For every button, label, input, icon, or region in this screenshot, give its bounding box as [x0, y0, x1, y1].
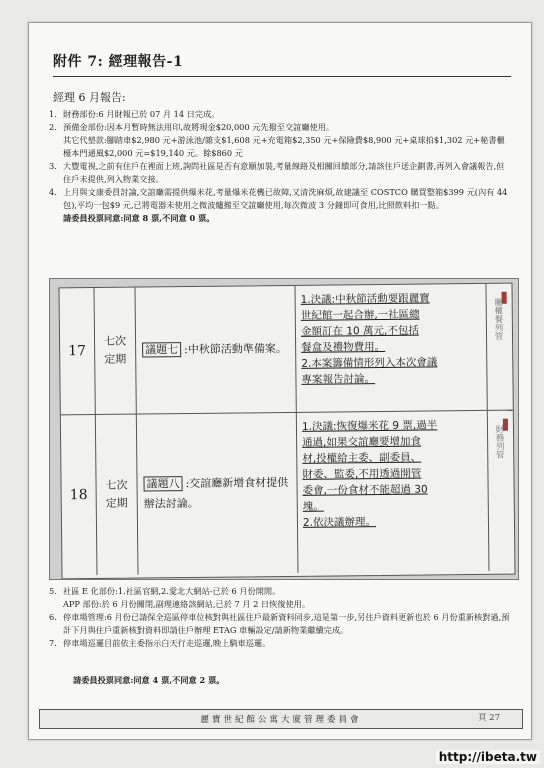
- row-number: 17: [59, 288, 95, 414]
- report-item: [49, 585, 511, 611]
- vote-result: 請委員投票同意:同意 4 票,不同意 2 票。: [73, 675, 225, 685]
- meeting-type: 七次 定期: [94, 288, 136, 414]
- item-text: 停車場巡邏目前依主委指示白天行走巡邏,晚上騎車巡邏。: [63, 638, 271, 648]
- item-text: 停車場管理:6 月份已請保全巡區停車位核對與社區住戶最新資料同步,這是第一步,另住戶資料更新也於 6 月份重新核對過,預計下月與住戶重新核對資料即請住戶辦理 ETAG 車輛設定/請新物業繼續完成。: [63, 612, 510, 635]
- item-number: 6.: [49, 612, 57, 622]
- resolution-text: 2.本案籌備情形列入本次會議 專案報告討論。: [301, 356, 438, 386]
- meeting-type: 七次 定期: [96, 415, 139, 575]
- item-number: 5.: [49, 586, 57, 596]
- page-footer: [39, 709, 523, 729]
- note-cell: [487, 284, 512, 410]
- note-text: 屬權餐列管: [492, 297, 504, 341]
- report-subheading: 經理 6 月報告:: [53, 91, 126, 104]
- report-items-continued: [49, 585, 511, 650]
- item-text: 上月與文康委員討論,交誼廳需提供爆米花,考量爆米花機已故障,又清洗麻煩,故建議至 COSTCO 購買整箱$399 元(內有 44 包),平均一包$9 元,已將電器未使用之微波爐搬至交誼廳使用,每次微波 3 分鐘即可食用,比照飲料扣一點。: [63, 187, 508, 210]
- report-item: [49, 108, 511, 121]
- topic-tag: 議題八: [143, 476, 182, 491]
- watermark: http://ibeta.tw: [436, 750, 540, 764]
- resolution-text: 1.決議:恢復爆米花 9 票,過半 通過,如果交誼廳要增加食 材,投權給主委、副委員、 財委、監委,不用透過開管 委會,一份食材不能超過 30 塊。: [301, 419, 438, 513]
- topic-tag: 議題七: [142, 342, 181, 357]
- note-text: 財務列管: [493, 424, 505, 459]
- report-item: [49, 121, 511, 160]
- item-text: 大豐電視,之前有住戶在裡面上班,詢問社區是否有意願加裝,考量線路及相關回饋部分,請該住戶送企劃書,再列入會議報告,但住戶未提供,列入物業交接。: [63, 161, 505, 184]
- document-page: [28, 22, 532, 740]
- item-text: 社區 E 化部份:1.社區官網,2.愛北大網站-已於 6 月份開閒。 APP 部份:於 6 月份關閉,副理連絡該網站,已於 7 月 2 日恢復使用。: [63, 586, 311, 609]
- title-divider: [53, 76, 511, 77]
- item-number: 3.: [49, 161, 57, 171]
- item-text: 預備金部份:因本月暫時無法用印,故將現金$20,000 元先撥至交誼廳使用。 其它代墊款:腳踏車$2,980 元+游泳池/雜支$1,608 元+充電箱$2,350 元+保險費$8,900 元+桌球拍$1,302 元+秘書櫃檯本門通風$2,000 元=$19,140 元。餘$860 元: [63, 122, 505, 158]
- table-row: [59, 284, 512, 416]
- item-number: 2.: [49, 122, 57, 132]
- topic-text: :交誼廳新增食材提供辦法討論。: [143, 475, 289, 511]
- resolution-table: [58, 283, 515, 580]
- topic-cell: [137, 413, 299, 575]
- item-number: 4.: [49, 187, 57, 197]
- table-row: [61, 411, 515, 576]
- vote-result: 請委員投票同意:同意 8 票,不同意 0 票。: [63, 213, 215, 223]
- resolution-photo: [49, 278, 519, 580]
- resolution-cell: [296, 284, 487, 412]
- report-items: [49, 108, 511, 225]
- resolution-text: 2.依決議辦理。: [302, 516, 377, 529]
- item-text: 財務部份:6 月財報已於 07 月 14 日完成。: [63, 109, 220, 119]
- topic-cell: [135, 286, 296, 414]
- page-title: 附件 7: 經理報告-1: [53, 54, 184, 70]
- footer-text: 麗寶世紀館公寓大廈管理委員會: [200, 715, 362, 725]
- item-number: 1.: [49, 109, 57, 119]
- resolution-cell: [298, 411, 490, 573]
- report-item: [49, 186, 511, 212]
- item-number: 7.: [49, 638, 57, 648]
- report-item: [49, 637, 511, 650]
- topic-text: :中秋節活動準備案。: [184, 341, 287, 357]
- report-item: [49, 160, 511, 186]
- page-number: 頁 27: [477, 713, 500, 723]
- row-number: 18: [61, 415, 98, 575]
- note-cell: [489, 411, 515, 571]
- report-item: [49, 611, 511, 637]
- resolution-text: 1.決議:中秋節活動要跟麗寶 世紀館一起合辦,一社區總 金額訂在 10 萬元,不包括 餐盒及禮物費用。: [300, 292, 430, 354]
